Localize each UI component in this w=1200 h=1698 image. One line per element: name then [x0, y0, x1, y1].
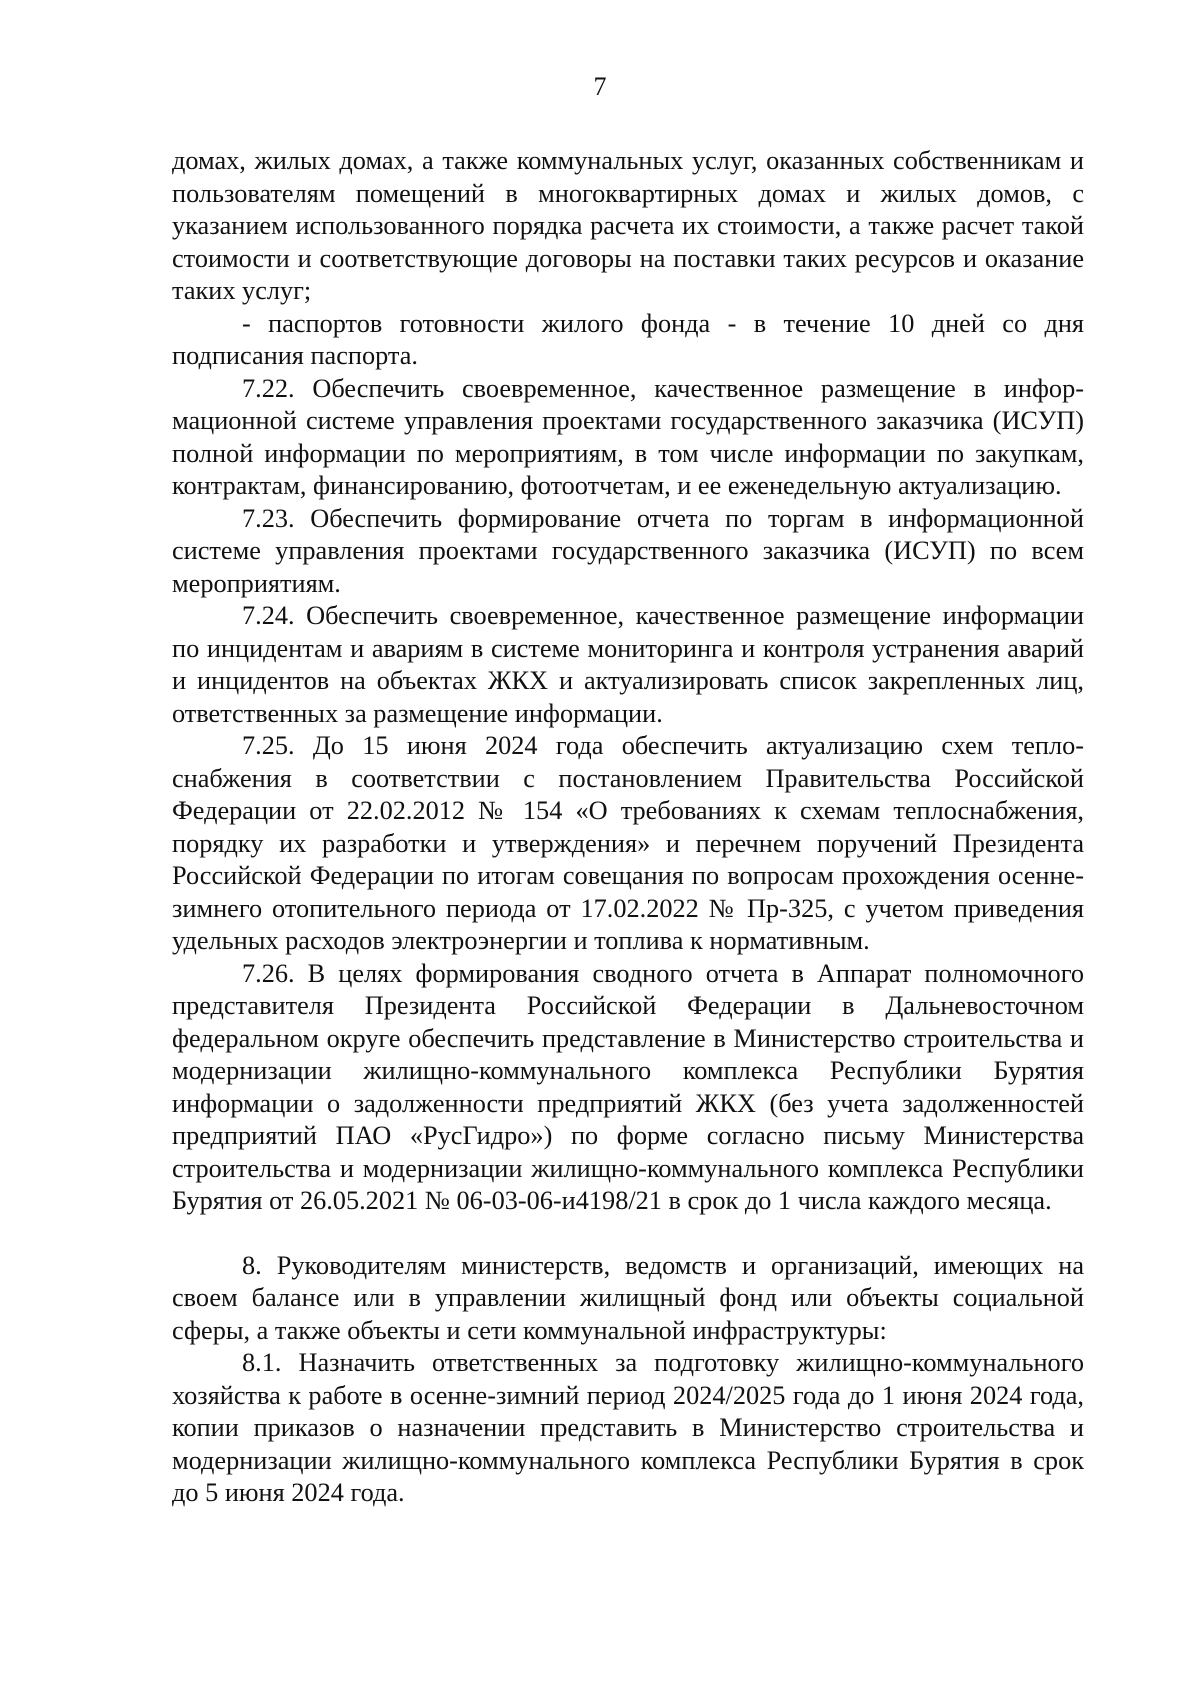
paragraph-7-26: 7.26. В целях формирования сводного отчета в Аппарат полномочного представителя Президента Российской Федерации в Дальневосточном федеральном округе обеспечить представление в Министерство строительства и модернизации жилищно-коммунального комплекса Республики Бурятия информации о задолженности предприятий ЖКХ (без учета задолженностей предприятий ПАО «РусГидро») по форме согласно письму Министерства строительства и модернизации жилищно-коммунального комплекса Республики Бурятия от 26.05.2021 № 06-03-06-и4198/21 в срок до 1 числа каждого месяца. — [172, 958, 1084, 1215]
paragraph-7-22: 7.22. Обеспечить своевременное, качественное размещение в информационной системе управления проектами государственного заказчика (ИСУП) полной информации по мероприятиям, в том числе информации по закупкам, контрактам, финансированию, фотоотчетам, и ее еженедельную актуализацию. — [172, 373, 1084, 500]
paragraph-readiness-passports: - паспортов готовности жилого фонда - в течение 10 дней со дня подписания паспорта. — [172, 308, 1084, 370]
paragraph-7-25: 7.25. До 15 июня 2024 года обеспечить актуализацию схем теплоснабжения в соответствии с постановлением Правительства Российской Федерации от 22.02.2012 № 154 «О требованиях к схемам теплоснабжения, порядку их разработки и утверждения» и перечнем поручений Президента Российской Федерации по итогам совещания по вопросам прохождения осенне-зимнего отопительного периода от 17.02.2022 № Пр-325, с учетом приведения удельных расходов электроэнергии и топлива к нормативным. — [172, 731, 1084, 955]
paragraph-8-1: 8.1. Назначить ответственных за подготовку жилищно-коммунального хозяйства к работе в осенне-зимний период 2024/2025 года до 1 июня 2024 года, копии приказов о назначении представить в Министерство строительства и модернизации жилищно-коммунального комплекса Республики Бурятия в срок до 5 июня 2024 года. — [172, 1348, 1084, 1507]
paragraph-8: 8. Руководителям министерств, ведомств и организаций, имеющих на своем балансе или в управлении жилищный фонд или объекты социальной сферы, а также объекты и сети коммунальной инфраструктуры: — [172, 1250, 1084, 1345]
paragraph-continuation: домах, жилых домах, а также коммунальных услуг, оказанных собственникам и пользователям помещений в многоквартирных домах и жилых домов, с указанием использованного порядка расчета их стоимости, а также расчет такой стоимости и соответствующие договоры на поставки таких ресурсов и оказание таких услуг; — [172, 146, 1084, 305]
document-body — [172, 145, 1084, 1510]
paragraph-7-24: 7.24. Обеспечить своевременное, качественное размещение информации по инцидентам и авариям в системе мониторинга и контроля устранения аварий и инцидентов на объектах ЖКХ и актуализировать список закрепленных лиц, ответственных за размещение информации. — [172, 601, 1084, 728]
page-number: 7 — [593, 72, 607, 101]
paragraph-7-23: 7.23. Обеспечить формирование отчета по торгам в информационной системе управления проектами государственного заказчика (ИСУП) по всем мероприятиям. — [172, 503, 1084, 598]
